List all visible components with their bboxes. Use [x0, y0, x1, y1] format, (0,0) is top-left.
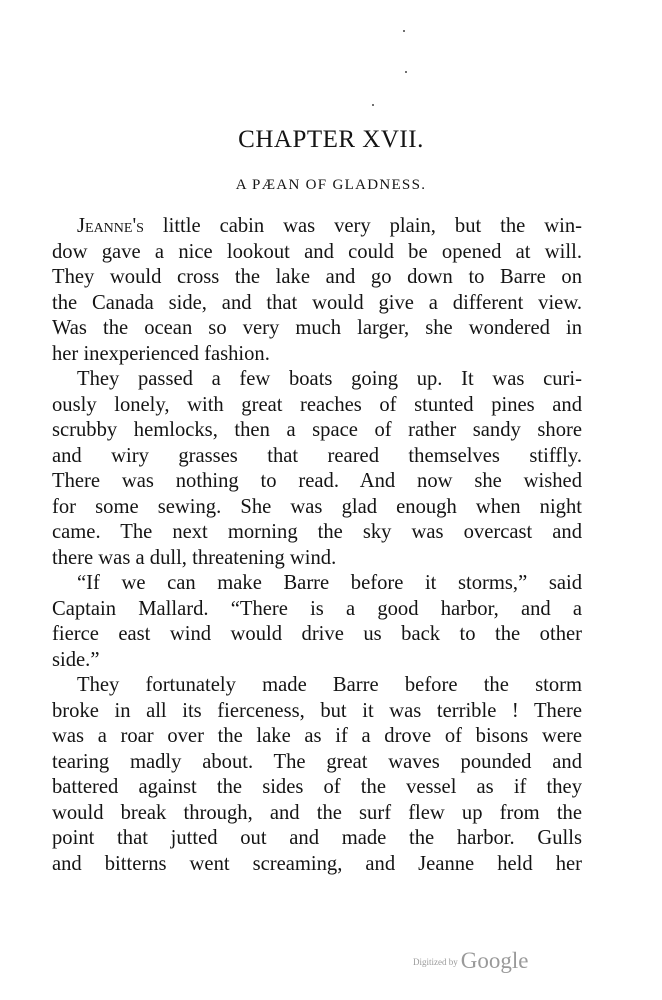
text-line: fierce east wind would drive us back to the other [52, 623, 582, 645]
text-line: broke in all its fierceness, but it was terrible ! There [52, 699, 582, 722]
paragraph [52, 673, 582, 877]
text-line: “If we can make Barre before it storms,” said [77, 572, 582, 594]
small-caps-word: Jeanne's [77, 215, 144, 237]
text-line: came. The next morning the sky was overcast and [52, 521, 582, 543]
text-line: Captain Mallard. “There is a good harbor, and a [52, 597, 582, 620]
text-line: They would cross the lake and go down to Barre on [52, 266, 582, 288]
text-line: scrubby hemlocks, then a space of rather sandy shore [52, 419, 582, 441]
paragraph [52, 214, 582, 367]
text-line: dow gave a nice lookout and could be opened at will. [52, 240, 582, 263]
text-line: there was a dull, threatening wind. [52, 546, 337, 569]
google-logo: Google [460, 948, 529, 973]
chapter-title: CHAPTER XVII. [238, 126, 424, 153]
text-line [52, 214, 582, 240]
text-line: They fortunately made Barre before the storm [77, 674, 582, 696]
paragraph [52, 367, 582, 571]
text-line: Was the ocean so very much larger, she wondered in [52, 317, 582, 339]
digitized-label: Digitized by [413, 957, 458, 967]
text-line: tearing madly about. The great waves pounded and [52, 750, 582, 773]
page-speck [405, 71, 407, 73]
text-line: and wiry grasses that reared themselves stiffly. [52, 444, 582, 467]
text-line: the Canada side, and that would give a different view. [52, 291, 582, 314]
text-line: for some sewing. She was glad enough when night [52, 495, 582, 518]
text-line: There was nothing to read. And now she wished [52, 470, 582, 492]
text-line: would break through, and the surf flew up from the [52, 801, 582, 824]
text-line: point that jutted out and made the harbor. Gulls [52, 827, 582, 849]
paragraph [52, 571, 582, 673]
chapter-body [52, 214, 582, 877]
digitized-watermark [413, 948, 528, 974]
text-line: side.” [52, 648, 100, 671]
line-text: little cabin was very plain, but the win- [143, 215, 582, 237]
text-line: battered against the sides of the vessel as if they [52, 776, 582, 798]
text-line: and bitterns went screaming, and Jeanne held her [52, 852, 582, 875]
text-line: her inexperienced fashion. [52, 342, 270, 365]
text-line: They passed a few boats going up. It was curi- [77, 368, 582, 390]
page-speck [372, 104, 374, 106]
text-line: ously lonely, with great reaches of stunted pines and [52, 393, 582, 416]
chapter-subtitle: A PÆAN OF GLADNESS. [235, 177, 427, 193]
text-line: was a roar over the lake as if a drove of bisons were [52, 725, 582, 747]
page-speck [403, 30, 405, 32]
